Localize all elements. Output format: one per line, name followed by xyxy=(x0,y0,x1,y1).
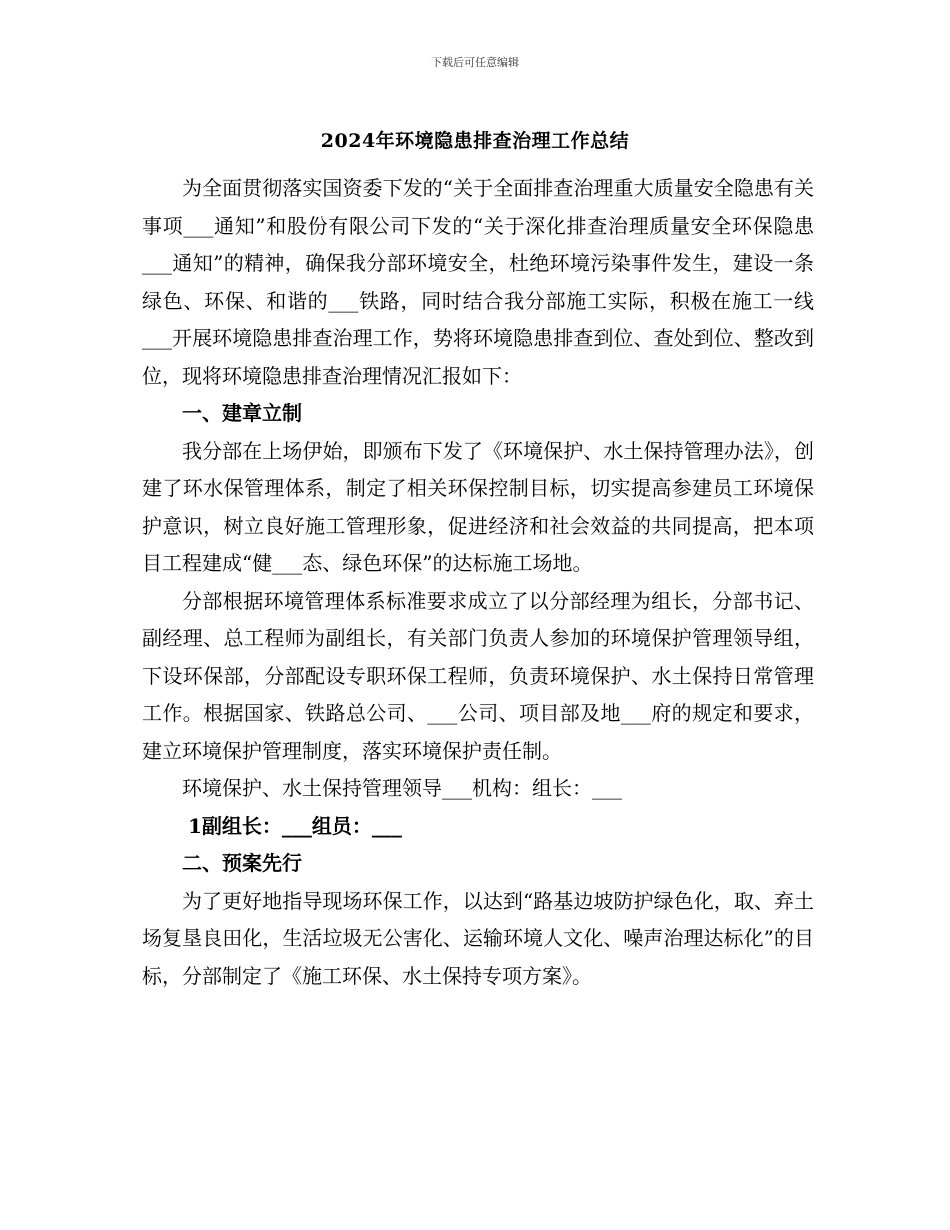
section-heading-1: 一、建章立制 xyxy=(182,401,302,425)
paragraph-members: 1副组长：___组员：___ xyxy=(188,813,402,838)
document-title: 2024年环境隐患排查治理工作总结 xyxy=(320,130,630,152)
paragraph-regulations: 我分部在上场伊始，即颁布下发了《环境保护、水土保持管理办法》，创建了环水保管理体系，制定了相关环保控制目标，切实提高参建员工环境保护意识，树立良好施工管理形象，促进经济和社会效益的共同提高，把本项目工程建成“健___态、绿色环保”的达标施工场地。 xyxy=(142,438,814,575)
document-body xyxy=(142,170,814,995)
paragraph-plan: 为了更好地指导现场环保工作，以达到“路基边坡防护绿色化，取、弃土场复垦良田化，生活垃圾无公害化、运输环境人文化、噪声治理达标化”的目标，分部制定了《施工环保、水土保持专项方案》。 xyxy=(142,888,814,988)
section-heading-2: 二、预案先行 xyxy=(182,851,302,875)
paragraph-intro: 为全面贯彻落实国资委下发的“关于全面排查治理重大质量安全隐患有关事项___通知”和股份有限公司下发的“关于深化排查治理质量安全环保隐患___通知”的精神，确保我分部环境安全，杜绝环境污染事件发生，建设一条绿色、环保、和谐的___铁路，同时结合我分部施工实际，积极在施工一线___开展环境隐患排查治理工作，势将环境隐患排查到位、查处到位、整改到位，现将环境隐患排查治理情况汇报如下： xyxy=(142,176,814,388)
page-header: 下载后可任意编辑 xyxy=(431,56,519,69)
paragraph-leadership: 环境保护、水土保持管理领导___机构：组长：___ xyxy=(182,776,622,800)
paragraph-organization: 分部根据环境管理体系标准要求成立了以分部经理为组长，分部书记、副经理、总工程师为副组长，有关部门负责人参加的环境保护管理领导组，下设环保部，分部配设专职环保工程师，负责环境保护、水土保持日常管理工作。根据国家、铁路总公司、___公司、项目部及地___府的规定和要求，建立环境保护管理制度，落实环境保护责任制。 xyxy=(142,588,814,763)
